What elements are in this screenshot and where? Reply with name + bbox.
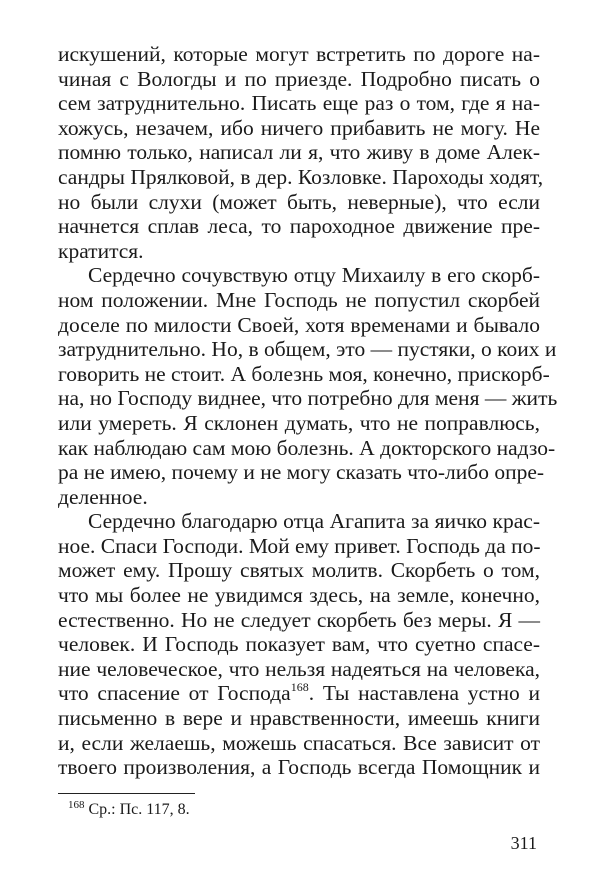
text-line: затруднительно. Но, в общем, это — пустяки, о коих и [58,337,557,362]
text-line: что мы более не увидимся здесь, на земле, конечно, [58,583,540,608]
text-line: письменно в вере и нравственности, имеешь книги [58,706,540,731]
text-line: помню только, написал ли я, что живу в доме Алек- [58,140,540,165]
text-line: сандры Прялковой, в дер. Козловке. Пароходы ходят, [58,164,544,189]
text-line: сем затруднительно. Писать еще раз о том, где я на- [58,91,540,116]
text-line-with-footnote-ref [58,681,540,706]
text-line: доселе по милости Своей, хотя временами и бывало [58,312,540,337]
body-text [58,42,558,780]
paragraph-start-line: Сердечно благодарю отца Агапита за яичко крас- [88,509,540,534]
text-line: и, если желаешь, можешь спасаться. Все зависит от [58,730,540,755]
text-line: ние человеческое, что нельзя надеяться на человека, [58,656,540,681]
text-line: может ему. Прошу святых молитв. Скорбеть о том, [58,558,540,583]
text-line: ра не имею, почему и не могу сказать что-либо опре- [58,460,545,485]
text-line: но были слухи (может быть, неверные), что если [58,189,540,214]
footnote-reference[interactable]: 168 [290,680,309,695]
footnote [68,800,190,820]
text-line: естественно. Но не следует скорбеть без меры. Я — [58,607,540,632]
text-segment: . Ты наставлена устно и [308,681,540,706]
paragraph-start-line: Сердечно сочувствую отцу Михаилу в его скорб- [88,263,540,288]
text-line: на, но Господу виднее, что потребно для меня — жить [58,386,558,411]
footnote-text: Ср.: Пс. 117, 8. [88,801,190,818]
text-line: ное. Спаси Господи. Мой ему привет. Господь да по- [58,533,541,558]
text-line: кратится. [58,238,144,263]
text-line: искушений, которые могут встретить по дороге на- [58,42,540,66]
text-line: хожусь, незачем, ибо ничего прибавить не могу. Не [58,115,540,140]
text-line: твоего произволения, а Господь всегда Помощник и [58,755,540,780]
text-segment: что спасение от Господа [58,681,291,706]
text-line: говорить не стоит. А болезнь моя, конечно, прискорб- [58,361,550,386]
text-line: человек. И Господь показует вам, что суетно спасе- [58,632,540,657]
text-line: деленное. [58,484,148,509]
text-line: как наблюдаю сам мою болезнь. А докторского надзо- [58,435,556,460]
footnote-number: 168 [68,799,85,811]
text-line: ном положении. Мне Господь не попустил скорбей [58,287,540,312]
text-line: или умереть. Я склонен думать, что не поправлюсь, [58,410,540,435]
page-number: 311 [510,833,537,853]
text-line: чиная с Вологды и по приезде. Подробно писать о [58,66,540,91]
text-line: начнется сплав леса, то пароходное движение пре- [58,214,540,239]
footnote-separator [58,793,195,794]
